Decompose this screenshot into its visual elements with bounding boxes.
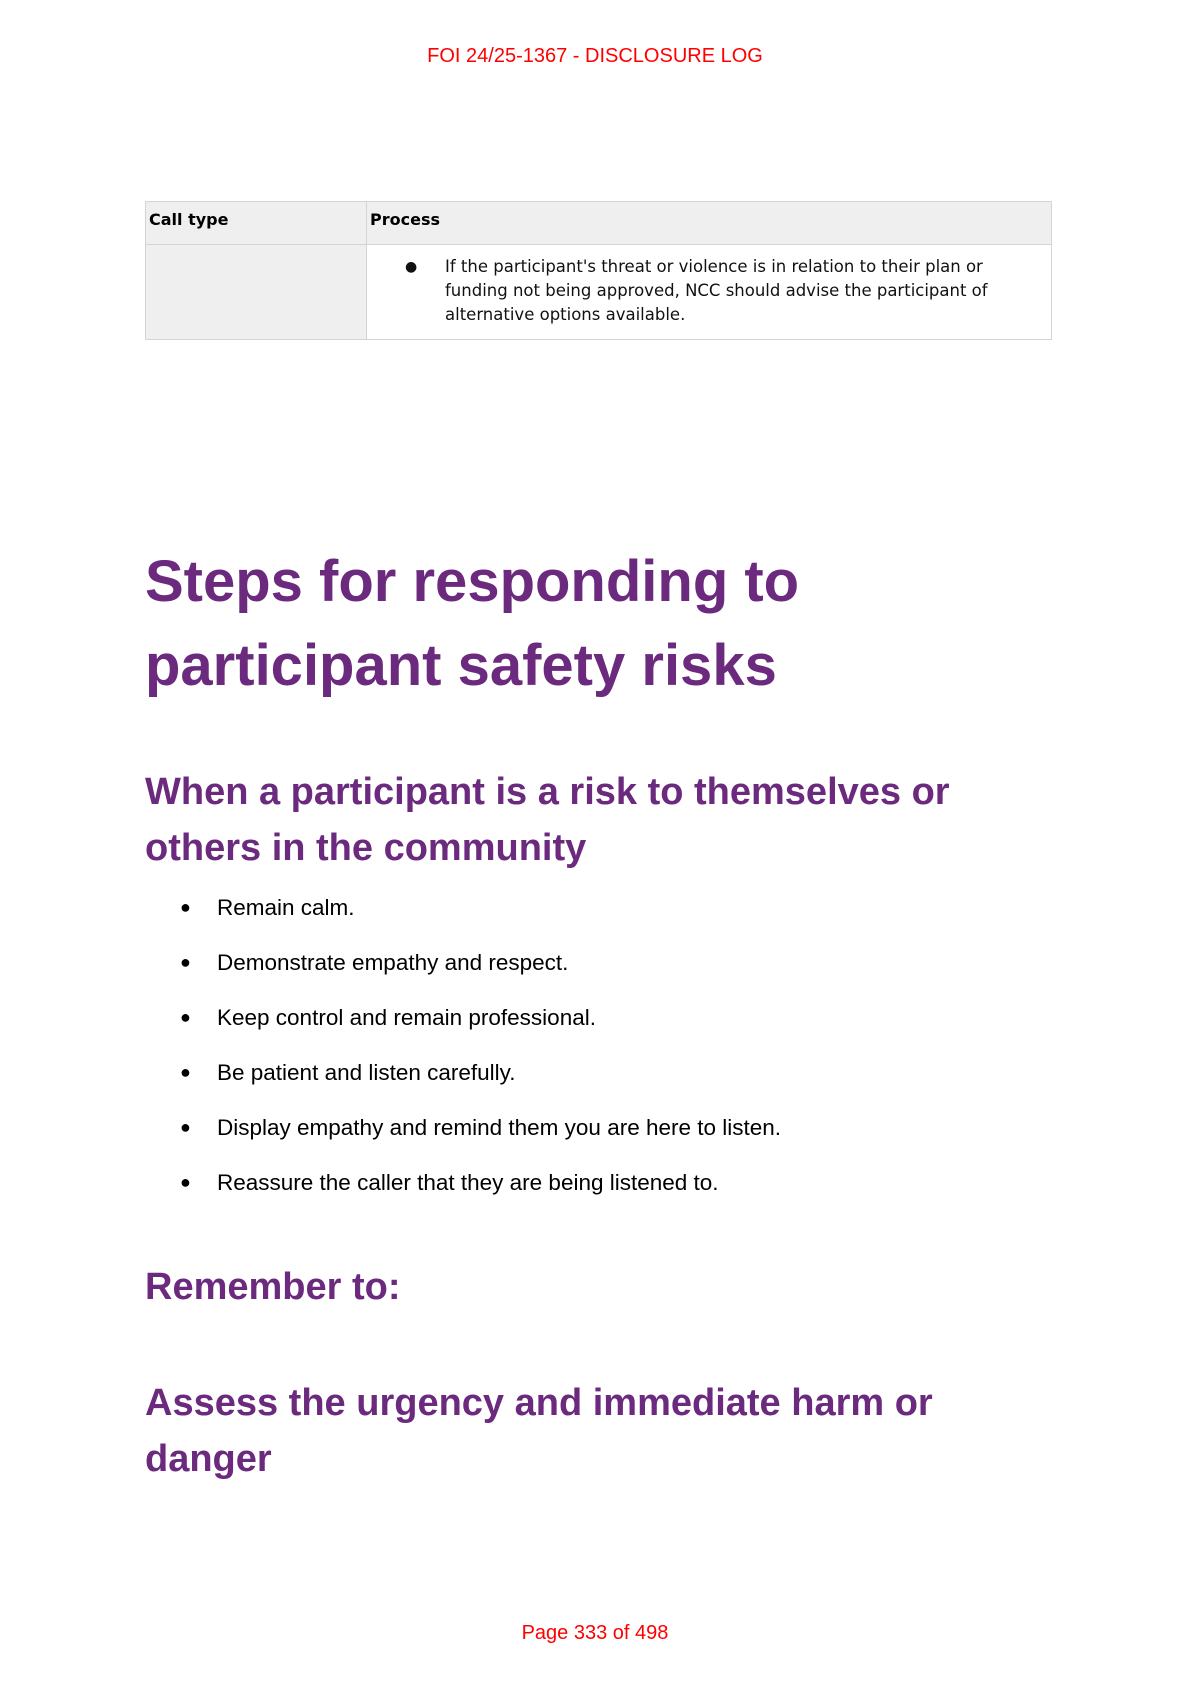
bullet-icon: ● [405,259,418,275]
process-item-text: If the participant's threat or violence is in relation to their plan or funding not being approved, NCC should advise the participant of alternative options available. [445,257,988,324]
bullet-icon: ● [180,1062,191,1082]
table-header-row [146,202,1052,245]
page-number-footer: Page 333 of 498 [521,1622,669,1644]
column-header-call-type: Call type [146,202,367,245]
list-item [145,1100,1045,1155]
list-item [145,880,1045,935]
list-item-text: Keep control and remain professional. [217,1004,596,1030]
call-process-table [145,201,1052,340]
list-item [145,1155,1045,1210]
column-header-process: Process [367,202,1052,245]
section-heading-risk: When a participant is a risk to themselves or others in the community [145,771,950,869]
process-cell [367,245,1052,340]
table-row [146,245,1052,340]
page-title: Steps for responding to participant safety risks [145,549,800,698]
list-item [145,935,1045,990]
list-item [145,1045,1045,1100]
list-item-text: Remain calm. [217,894,355,920]
list-item-text: Reassure the caller that they are being listened to. [217,1169,719,1195]
disclosure-log-header: FOI 24/25-1367 - DISCLOSURE LOG [427,45,763,67]
bullet-icon: ● [180,1172,191,1192]
section-heading-assess: Assess the urgency and immediate harm or danger [145,1382,933,1480]
bullet-icon: ● [180,897,191,917]
call-type-cell [146,245,367,340]
list-item-text: Display empathy and remind them you are here to listen. [217,1114,782,1140]
list-item-text: Demonstrate empathy and respect. [217,949,569,975]
bullet-icon: ● [180,952,191,972]
list-item-text: Be patient and listen carefully. [217,1059,516,1085]
list-item [145,990,1045,1045]
process-list-item [373,255,1045,327]
response-steps-list [145,880,1045,1210]
bullet-icon: ● [180,1117,191,1137]
bullet-icon: ● [180,1007,191,1027]
section-heading-remember: Remember to: [145,1266,401,1308]
